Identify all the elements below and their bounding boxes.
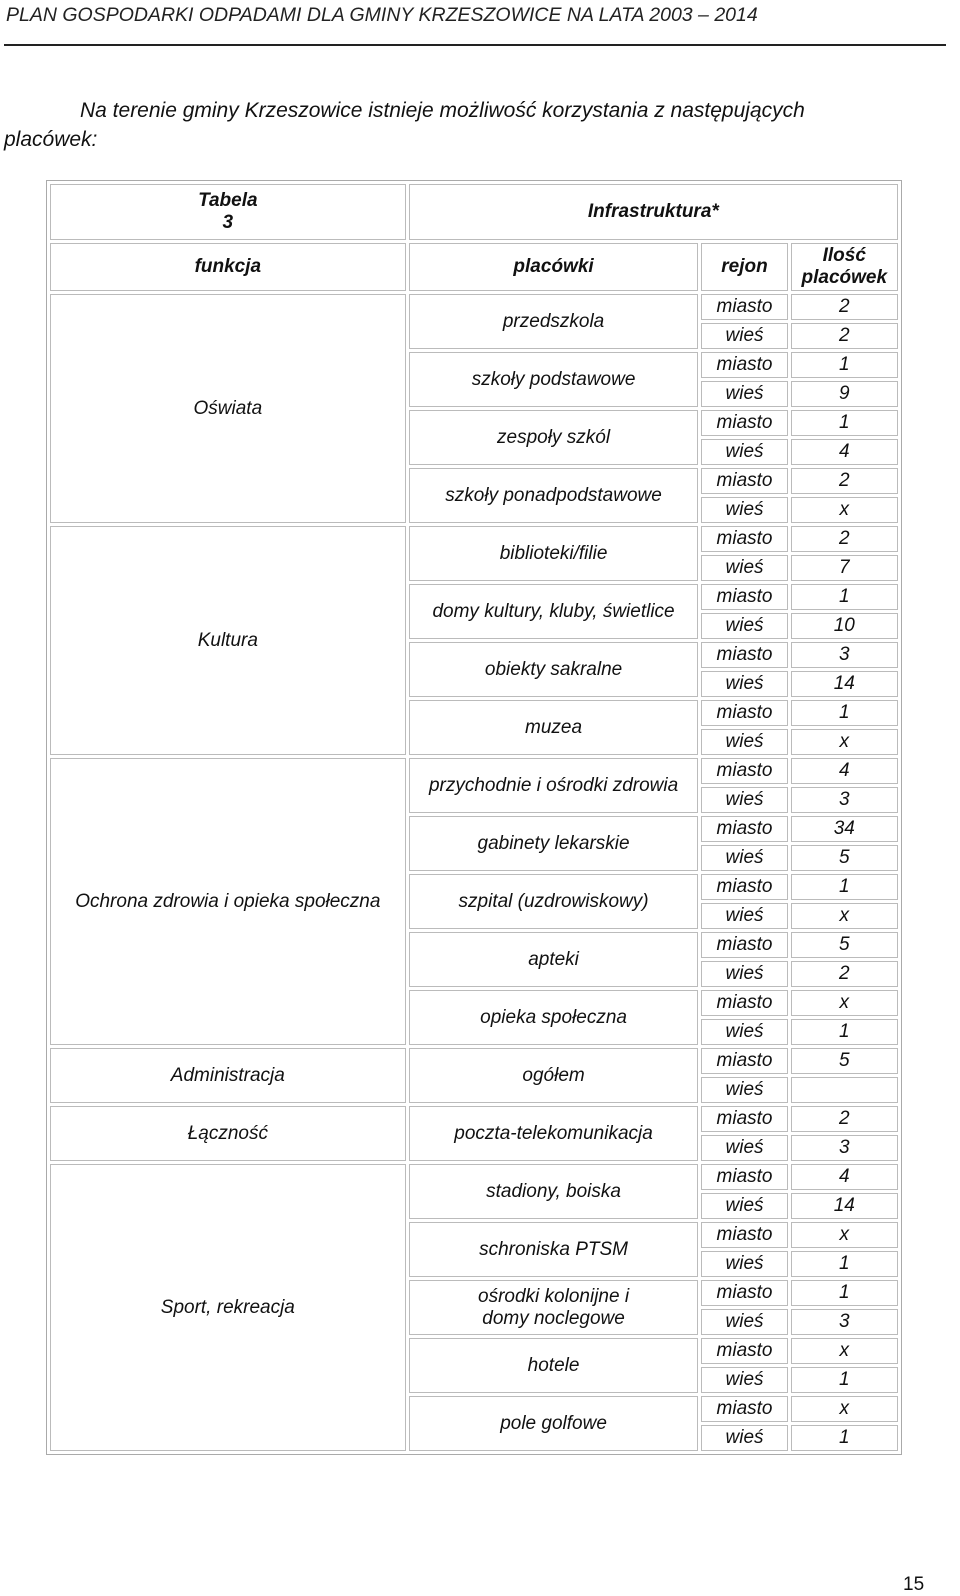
ilosc-value: 1 — [791, 1019, 898, 1045]
placowka-cell — [409, 990, 699, 1045]
table-row — [50, 1164, 898, 1190]
column-header-rejon: rejon — [701, 243, 787, 291]
rejon-wies: wieś — [701, 787, 787, 813]
placowka-cell — [409, 1106, 699, 1161]
rejon-miasto: miasto — [701, 1106, 787, 1132]
placowka-cell — [409, 932, 699, 987]
column-header-ilosc — [791, 243, 898, 291]
table-row — [50, 526, 898, 552]
placowka-cell — [409, 1222, 699, 1277]
ilosc-value: 3 — [791, 642, 898, 668]
intro-line-2: placówek: — [4, 128, 98, 151]
ilosc-value: 2 — [791, 961, 898, 987]
rejon-wies: wieś — [701, 613, 787, 639]
column-header-placowki: placówki — [409, 243, 699, 291]
rejon-miasto: miasto — [701, 294, 787, 320]
ilosc-value: x — [791, 990, 898, 1016]
rejon-miasto: miasto — [701, 352, 787, 378]
ilosc-value: 5 — [791, 845, 898, 871]
rejon-miasto: miasto — [701, 584, 787, 610]
placowka-name-line: stadiony, boiska — [486, 1180, 621, 1202]
placowka-cell — [409, 816, 699, 871]
rejon-wies: wieś — [701, 1425, 787, 1451]
table-row — [50, 294, 898, 320]
ilosc-value: 3 — [791, 787, 898, 813]
rejon-miasto: miasto — [701, 1280, 787, 1306]
ilosc-value: 14 — [791, 1193, 898, 1219]
rejon-wies: wieś — [701, 323, 787, 349]
rejon-miasto: miasto — [701, 758, 787, 784]
placowka-name-line: domy kultury, kluby, świetlice — [432, 600, 675, 622]
ilosc-value: 14 — [791, 671, 898, 697]
rejon-wies: wieś — [701, 555, 787, 581]
placowka-name-line: ośrodki kolonijne i — [478, 1285, 630, 1307]
placowka-name-line: opieka społeczna — [480, 1006, 627, 1028]
placowka-cell — [409, 1048, 699, 1103]
ilosc-value: 1 — [791, 1367, 898, 1393]
rejon-miasto: miasto — [701, 874, 787, 900]
table-caption — [50, 184, 406, 240]
column-header-funkcja: funkcja — [50, 243, 406, 291]
rejon-wies: wieś — [701, 1251, 787, 1277]
placowka-cell — [409, 642, 699, 697]
placowka-cell — [409, 352, 699, 407]
placowka-cell — [409, 1164, 699, 1219]
rejon-miasto: miasto — [701, 1048, 787, 1074]
ilosc-line-2: placówek — [801, 267, 888, 288]
ilosc-value: 34 — [791, 816, 898, 842]
placowka-name-line: zespoły szkól — [497, 426, 611, 448]
placowka-cell — [409, 758, 699, 813]
placowka-name-line: obiekty sakralne — [484, 658, 623, 680]
ilosc-value: 5 — [791, 932, 898, 958]
ilosc-value: 5 — [791, 1048, 898, 1074]
ilosc-value: 1 — [791, 584, 898, 610]
ilosc-value: 2 — [791, 468, 898, 494]
funkcja-cell: Ochrona zdrowia i opieka społeczna — [50, 758, 406, 1045]
placowka-name-line: przedszkola — [502, 310, 605, 332]
funkcja-cell: Administracja — [50, 1048, 406, 1103]
ilosc-value: 1 — [791, 352, 898, 378]
placowka-name-line: muzea — [525, 716, 583, 738]
caption-label: Tabela — [198, 190, 258, 211]
rejon-wies: wieś — [701, 1309, 787, 1335]
ilosc-value: x — [791, 729, 898, 755]
rejon-wies: wieś — [701, 1367, 787, 1393]
funkcja-cell: Sport, rekreacja — [50, 1164, 406, 1451]
rejon-miasto: miasto — [701, 1222, 787, 1248]
rejon-wies: wieś — [701, 961, 787, 987]
placowka-name-line: szpital (uzdrowiskowy) — [458, 890, 649, 912]
ilosc-value: x — [791, 903, 898, 929]
document-title: PLAN GOSPODARKI ODPADAMI DLA GMINY KRZESZOWICE NA LATA 2003 – 2014 — [6, 4, 758, 26]
table-row — [50, 758, 898, 784]
placowka-cell — [409, 468, 699, 523]
ilosc-value: 3 — [791, 1309, 898, 1335]
rejon-wies: wieś — [701, 1019, 787, 1045]
placowka-cell — [409, 1396, 699, 1451]
ilosc-line-1: Ilość — [822, 245, 866, 266]
placowka-name-line: gabinety lekarskie — [477, 832, 630, 854]
ilosc-value: 4 — [791, 758, 898, 784]
page-header — [4, 2, 946, 46]
rejon-miasto: miasto — [701, 1396, 787, 1422]
rejon-miasto: miasto — [701, 700, 787, 726]
ilosc-value: 2 — [791, 294, 898, 320]
ilosc-value: 1 — [791, 1280, 898, 1306]
placowka-name-line: szkoły podstawowe — [471, 368, 636, 390]
placowka-name-line: apteki — [528, 948, 579, 970]
ilosc-value: 1 — [791, 1251, 898, 1277]
placowka-name-line: szkoły ponadpodstawowe — [445, 484, 662, 506]
placowka-cell — [409, 410, 699, 465]
ilosc-value: x — [791, 1338, 898, 1364]
placowka-cell — [409, 526, 699, 581]
placowka-name-line: przychodnie i ośrodki zdrowia — [428, 774, 679, 796]
ilosc-value: 1 — [791, 1425, 898, 1451]
caption-number: 3 — [222, 212, 234, 233]
rejon-miasto: miasto — [701, 1338, 787, 1364]
ilosc-value: 7 — [791, 555, 898, 581]
table-title: Infrastruktura* — [409, 184, 898, 240]
ilosc-value: 4 — [791, 1164, 898, 1190]
placowka-cell — [409, 874, 699, 929]
ilosc-value: 4 — [791, 439, 898, 465]
ilosc-value: 1 — [791, 700, 898, 726]
rejon-wies: wieś — [701, 1077, 787, 1103]
rejon-miasto: miasto — [701, 410, 787, 436]
ilosc-value: 2 — [791, 1106, 898, 1132]
placowka-cell — [409, 1338, 699, 1393]
funkcja-cell: Kultura — [50, 526, 406, 755]
ilosc-value: 1 — [791, 874, 898, 900]
table-row — [50, 1048, 898, 1074]
placowka-name-line: biblioteki/filie — [499, 542, 608, 564]
placowka-name-line: schroniska PTSM — [479, 1238, 628, 1260]
ilosc-value: 3 — [791, 1135, 898, 1161]
rejon-wies: wieś — [701, 439, 787, 465]
page-number: 15 — [903, 1574, 925, 1595]
rejon-miasto: miasto — [701, 526, 787, 552]
ilosc-value: 2 — [791, 323, 898, 349]
rejon-wies: wieś — [701, 729, 787, 755]
rejon-miasto: miasto — [701, 816, 787, 842]
placowka-name-line: domy noclegowe — [482, 1307, 625, 1329]
table-title-row — [50, 184, 898, 240]
intro-line-1: Na terenie gminy Krzeszowice istnieje możliwość korzystania z następujących — [80, 99, 805, 122]
ilosc-value: 2 — [791, 526, 898, 552]
ilosc-value — [791, 1077, 898, 1103]
placowka-cell — [409, 294, 699, 349]
rejon-miasto: miasto — [701, 1164, 787, 1190]
ilosc-value: 10 — [791, 613, 898, 639]
rejon-miasto: miasto — [701, 990, 787, 1016]
rejon-miasto: miasto — [701, 468, 787, 494]
placowka-name-line: hotele — [527, 1354, 580, 1376]
rejon-wies: wieś — [701, 671, 787, 697]
rejon-miasto: miasto — [701, 642, 787, 668]
ilosc-value: x — [791, 497, 898, 523]
ilosc-value: 1 — [791, 410, 898, 436]
placowka-name-line: poczta-telekomunikacja — [454, 1122, 653, 1144]
rejon-wies: wieś — [701, 845, 787, 871]
infrastructure-table — [46, 180, 902, 1455]
ilosc-value: x — [791, 1222, 898, 1248]
table-header-row — [50, 243, 898, 291]
rejon-wies: wieś — [701, 1135, 787, 1161]
funkcja-cell: Oświata — [50, 294, 406, 523]
placowka-name-line: pole golfowe — [500, 1412, 607, 1434]
rejon-wies: wieś — [701, 381, 787, 407]
intro-paragraph — [4, 96, 950, 154]
placowka-name-line: ogółem — [522, 1064, 585, 1086]
rejon-wies: wieś — [701, 497, 787, 523]
funkcja-cell: Łączność — [50, 1106, 406, 1161]
placowka-cell — [409, 700, 699, 755]
table-row — [50, 1106, 898, 1132]
placowka-cell — [409, 584, 699, 639]
rejon-wies: wieś — [701, 903, 787, 929]
ilosc-value: 9 — [791, 381, 898, 407]
placowka-cell — [409, 1280, 699, 1335]
ilosc-value: x — [791, 1396, 898, 1422]
rejon-wies: wieś — [701, 1193, 787, 1219]
rejon-miasto: miasto — [701, 932, 787, 958]
